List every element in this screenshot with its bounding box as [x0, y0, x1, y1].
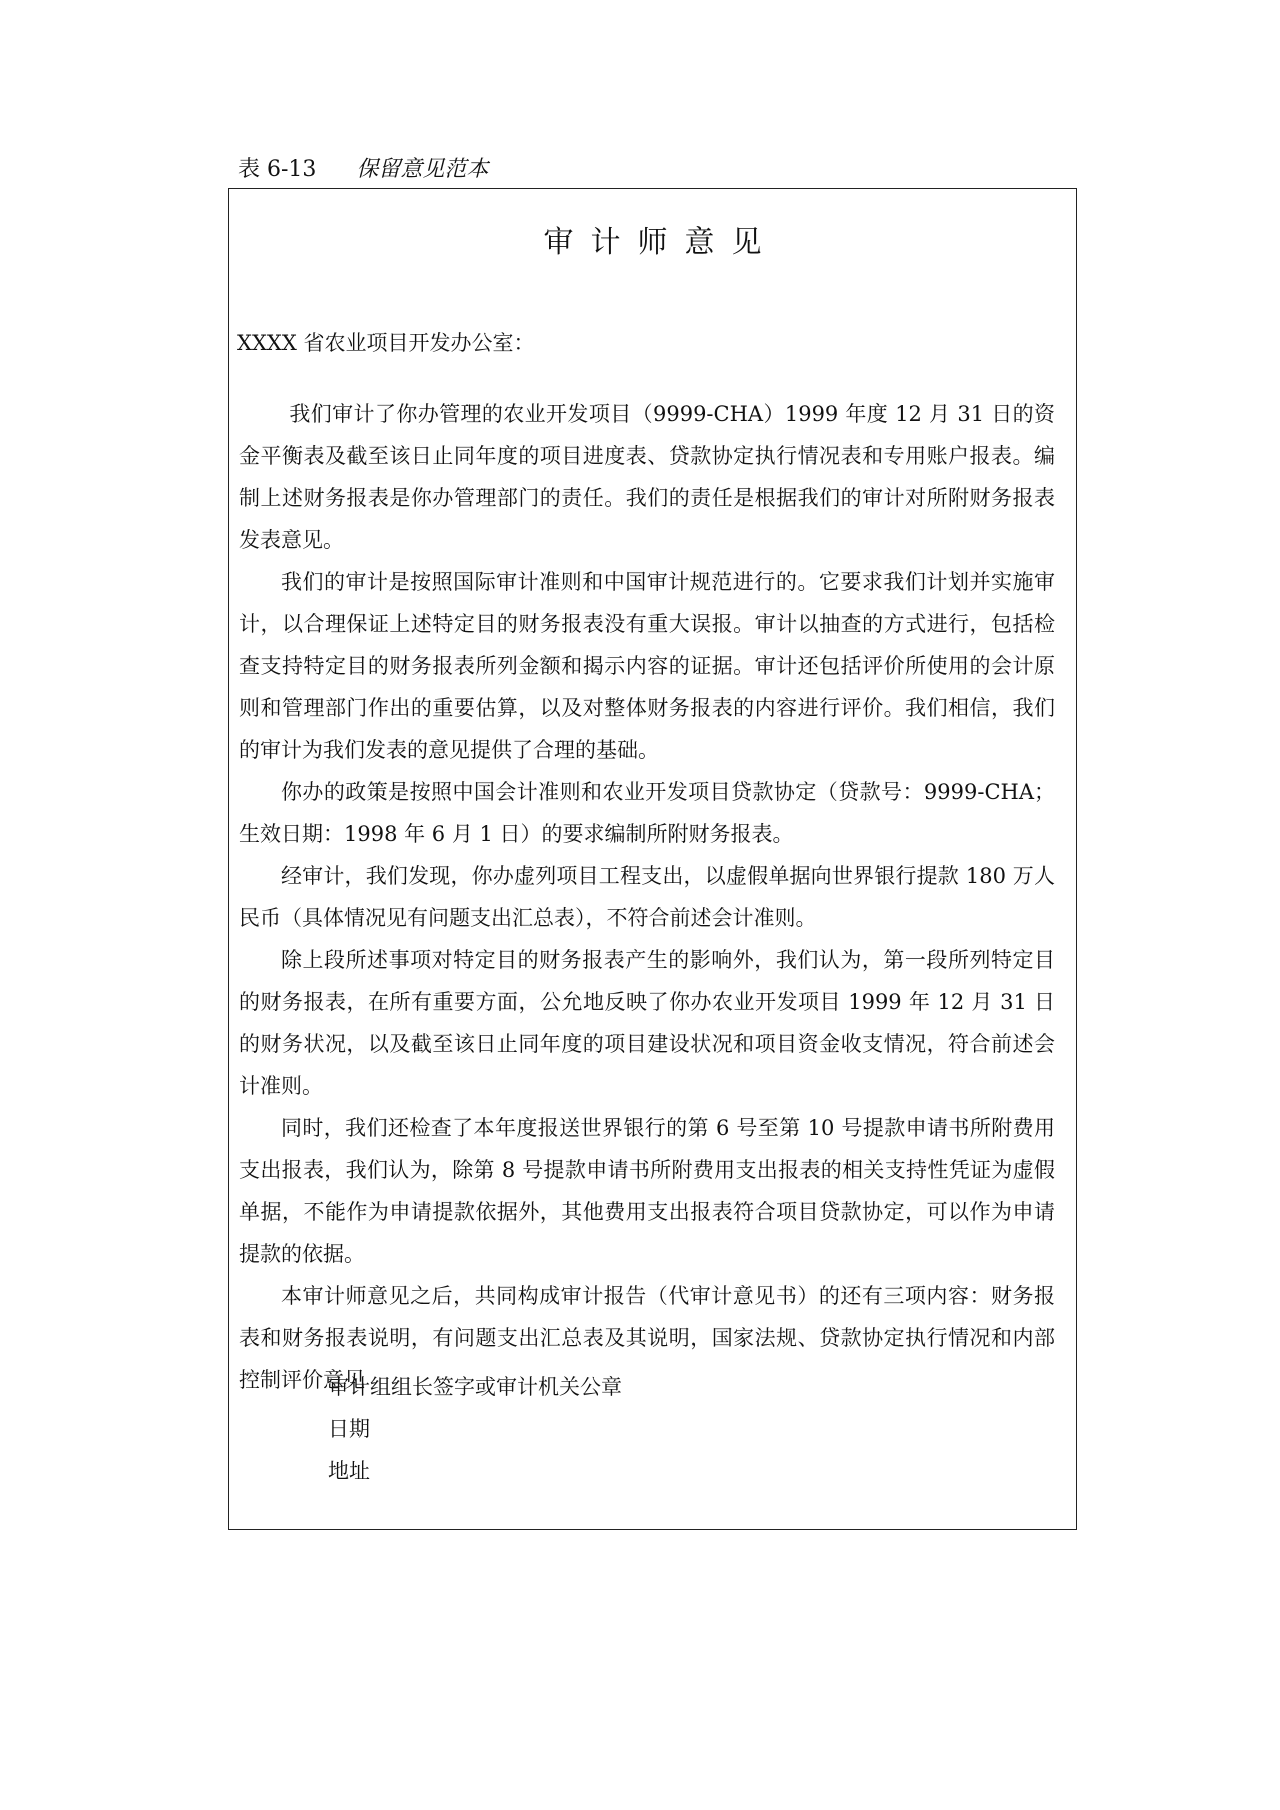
opinion-body [239, 385, 1055, 1401]
paragraph-5: 除上段所述事项对特定目的财务报表产生的影响外，我们认为，第一段所列特定目的财务报表，在所有重要方面，公允地反映了你办农业开发项目 1999 年 12 月 31 日的财务状况，以及截至该日止同年度的项目建设状况和项目资金收支情况，符合前述会计准则。 [239, 948, 1055, 1098]
paragraph-6: 同时，我们还检查了本年度报送世界银行的第 6 号至第 10 号提款申请书所附费用支出报表，我们认为，除第 8 号提款申请书所附费用支出报表的相关支持性凭证为虚假单据，不能作为申请提款依据外，其他费用支出报表符合项目贷款协定，可以作为申请提款的依据。 [239, 1116, 1055, 1266]
paragraph-2: 我们的审计是按照国际审计准则和中国审计规范进行的。它要求我们计划并实施审计，以合理保证上述特定目的财务报表没有重大误报。审计以抽查的方式进行，包括检查支持特定目的财务报表所列金额和揭示内容的证据。审计还包括评价所使用的会计原则和管理部门作出的重要估算，以及对整体财务报表的内容进行评价。我们相信，我们的审计为我们发表的意见提供了合理的基础。 [239, 570, 1055, 762]
table-caption [238, 150, 488, 190]
paragraph-3: 你办的政策是按照中国会计准则和农业开发项目贷款协定（贷款号：9999-CHA；生效日期：1998 年 6 月 1 日）的要求编制所附财务报表。 [239, 780, 1055, 846]
paragraph-1: 我们审计了你办管理的农业开发项目（9999-CHA）1999 年度 12 月 31 日的资金平衡表及截至该日止同年度的项目进度表、贷款协定执行情况表和专用账户报表。编制上述财务报表是你办管理部门的责任。我们的责任是根据我们的审计对所附财务报表发表意见。 [239, 402, 1055, 552]
date-label: 日期 [328, 1417, 370, 1441]
address-label: 地址 [328, 1459, 370, 1483]
caption-title: 保留意见范本 [356, 157, 489, 182]
addressee: XXXX 省农业项目开发办公室： [237, 331, 535, 355]
document-frame [228, 188, 1077, 1530]
paragraph-4: 经审计，我们发现，你办虚列项目工程支出，以虚假单据向世界银行提款 180 万人民币（具体情况见有问题支出汇总表），不符合前述会计准则。 [239, 864, 1055, 930]
signature-line: 审计组组长签字或审计机关公章 [328, 1375, 622, 1399]
signoff-block [328, 1366, 622, 1492]
caption-number: 表 6-13 [238, 157, 317, 182]
document-title: 审计师意见 [543, 225, 779, 260]
paragraph-7: 本审计师意见之后，共同构成审计报告（代审计意见书）的还有三项内容：财务报表和财务报表说明，有问题支出汇总表及其说明，国家法规、贷款协定执行情况和内部控制评价意见 [239, 1284, 1055, 1392]
